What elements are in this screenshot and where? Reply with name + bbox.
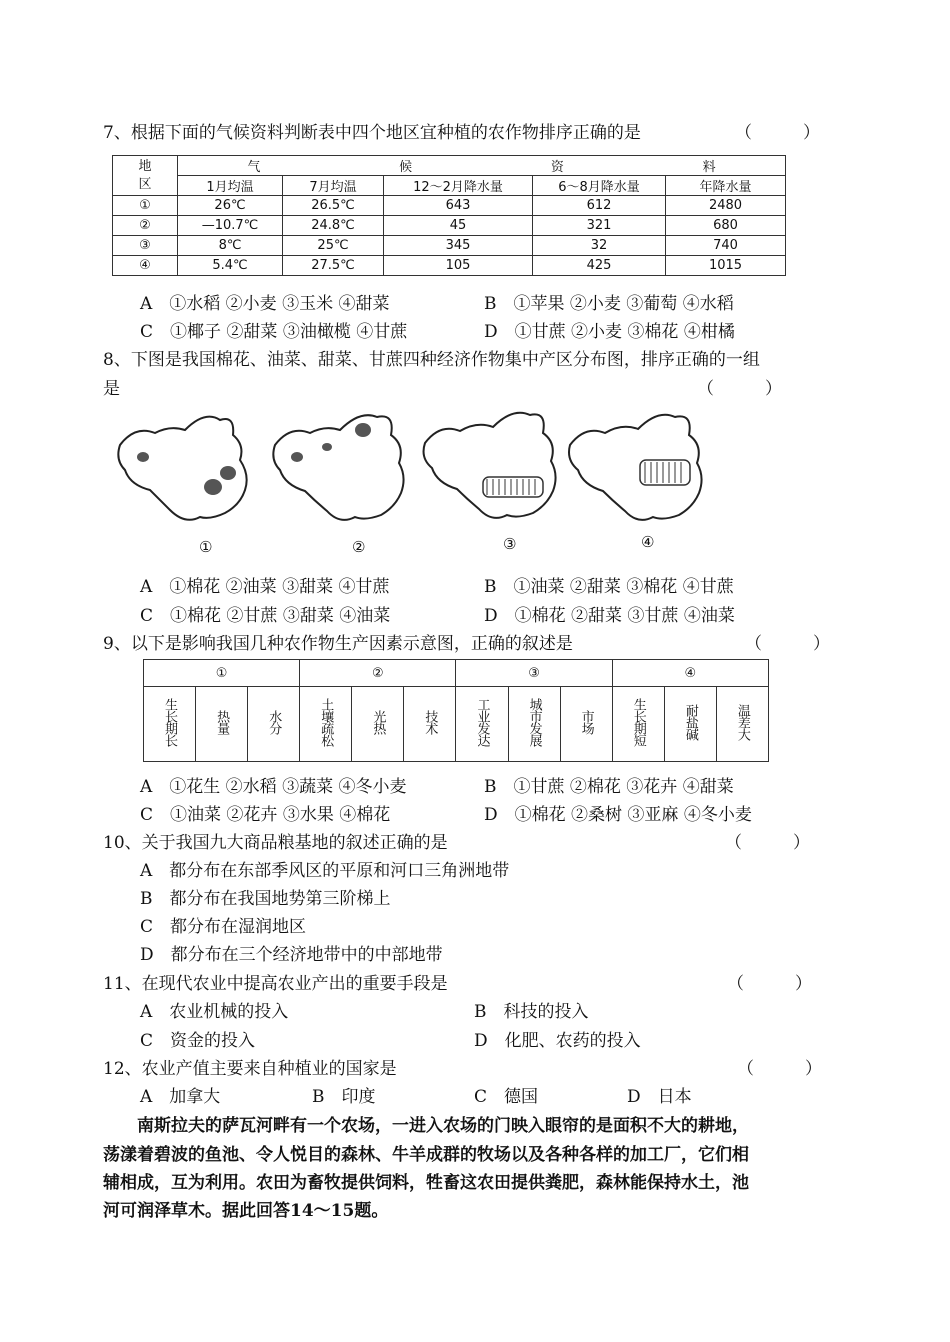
passage-line-4: 河可润泽草木。据此回答14～15题。 (103, 1201, 389, 1221)
crop-region-3 (483, 477, 543, 497)
region-header-2: 区 (138, 176, 152, 192)
col-header: 年降水量 (666, 176, 786, 196)
group-char: 资 (550, 160, 564, 175)
q8-option-d[interactable]: D ①棉花 ②甜菜 ③甘蔗 ④油菜 (484, 606, 735, 626)
crop-region-4 (640, 460, 690, 485)
cell: 612 (533, 196, 666, 216)
q9-factor-table (143, 659, 769, 762)
cell: 8℃ (178, 236, 283, 256)
q12-stem: 12、农业产值主要来自种植业的国家是 (103, 1059, 397, 1079)
col-header: 6～8月降水量 (533, 176, 666, 196)
china-map-outline (273, 415, 403, 520)
cell: 5.4℃ (178, 256, 283, 276)
cell: 25℃ (283, 236, 384, 256)
q7-climate-table (112, 155, 786, 276)
q8-option-c[interactable]: C ①棉花 ②甘蔗 ③甜菜 ④油菜 (140, 606, 391, 626)
q12-option-b[interactable]: B 印度 (312, 1087, 376, 1107)
passage-line-1: 南斯拉夫的萨瓦河畔有一个农场，一进入农场的门映入眼帘的是面积不大的耕地， (137, 1116, 749, 1136)
q10-option-d[interactable]: D 都分布在三个经济地带中的中部地带 (140, 945, 443, 965)
cell: 2480 (666, 196, 786, 216)
factor-cell: 水分 (266, 710, 282, 734)
col-header: 12～2月降水量 (384, 176, 533, 196)
cell: 45 (384, 216, 533, 236)
crop-region-1c (204, 479, 222, 495)
cell: ④ (113, 256, 178, 276)
q11-stem: 11、在现代农业中提高农业产出的重要手段是 (103, 974, 448, 994)
map-label-4: ④ (641, 533, 655, 551)
group-char: 气 (247, 160, 261, 175)
q11-option-a[interactable]: A 农业机械的投入 (140, 1002, 289, 1022)
factor-cell: 技术 (422, 710, 438, 734)
q7-option-a[interactable]: A ①水稻 ②小麦 ③玉米 ④甜菜 (140, 294, 390, 314)
factor-cell: 生长期短 (630, 698, 646, 746)
china-map-outline (424, 413, 556, 518)
col-header: 7月均温 (283, 176, 384, 196)
q9-answer-paren: （ ） (745, 634, 830, 654)
cell: 1015 (666, 256, 786, 276)
map-label-1: ① (199, 538, 213, 556)
q11-option-b[interactable]: B 科技的投入 (474, 1002, 589, 1022)
q8-option-b[interactable]: B ①油菜 ②甜菜 ③棉花 ④甘蔗 (484, 577, 734, 597)
cell: —10.7℃ (178, 216, 283, 236)
map-label-3: ③ (503, 535, 517, 553)
group-header: ② (300, 660, 456, 687)
q12-option-a[interactable]: A 加拿大 (140, 1087, 221, 1107)
q12-option-d[interactable]: D 日本 (627, 1087, 692, 1107)
factor-cell: 热量 (214, 710, 230, 734)
factor-cell: 城市发展 (526, 698, 542, 746)
q10-option-a[interactable]: A 都分布在东部季风区的平原和河口三角洲地带 (140, 861, 510, 881)
group-header: ③ (456, 660, 612, 687)
factor-cell: 耐盐碱 (682, 704, 698, 740)
q8-stem-cont: 是 (103, 379, 120, 399)
table-row (113, 196, 786, 216)
q10-option-c[interactable]: C 都分布在湿润地区 (140, 917, 307, 937)
passage-line-2: 荡漾着碧波的鱼池、令人悦目的森林、牛羊成群的牧场以及各种各样的加工厂，它们相 (103, 1145, 749, 1165)
cell: 321 (533, 216, 666, 236)
cell: 27.5℃ (283, 256, 384, 276)
q8-stem: 8、下图是我国棉花、油菜、甜菜、甘蔗四种经济作物集中产区分布图，排序正确的一组 (103, 350, 760, 370)
factor-cell: 光热 (370, 710, 386, 734)
factor-cell: 温差大 (734, 704, 750, 740)
q10-answer-paren: （ ） (725, 833, 810, 853)
group-header: ④ (612, 660, 768, 687)
table-row (113, 236, 786, 256)
q7-option-c[interactable]: C ①椰子 ②甜菜 ③油橄榄 ④甘蔗 (140, 322, 408, 342)
map-label-2: ② (352, 538, 366, 556)
crop-region-2a (355, 423, 371, 437)
q7-option-d[interactable]: D ①甘蔗 ②小麦 ③棉花 ④柑橘 (484, 322, 735, 342)
q10-stem: 10、关于我国九大商品粮基地的叙述正确的是 (103, 833, 448, 853)
cell: 680 (666, 216, 786, 236)
q9-option-d[interactable]: D ①棉花 ②桑树 ③亚麻 ④冬小麦 (484, 805, 752, 825)
cell: 26.5℃ (283, 196, 384, 216)
cell: 643 (384, 196, 533, 216)
crop-region-2b (291, 452, 303, 462)
table-header-climate (178, 156, 786, 176)
q11-answer-paren: （ ） (727, 974, 812, 994)
cell: 26℃ (178, 196, 283, 216)
cell: 105 (384, 256, 533, 276)
cell: ① (113, 196, 178, 216)
cell: 32 (533, 236, 666, 256)
q9-option-b[interactable]: B ①甘蔗 ②棉花 ③花卉 ④甜菜 (484, 777, 734, 797)
cell: 425 (533, 256, 666, 276)
group-header: ① (144, 660, 300, 687)
factor-cell: 生长期长 (162, 698, 178, 746)
crop-region-1b (220, 466, 236, 480)
table-header-region (113, 156, 178, 196)
q11-option-d[interactable]: D 化肥、农药的投入 (474, 1031, 641, 1051)
table-row (113, 256, 786, 276)
q12-option-c[interactable]: C 德国 (474, 1087, 539, 1107)
q10-option-b[interactable]: B 都分布在我国地势第三阶梯上 (140, 889, 391, 909)
group-char: 料 (702, 160, 716, 175)
q9-option-a[interactable]: A ①花生 ②水稻 ③蔬菜 ④冬小麦 (140, 777, 407, 797)
q7-option-b[interactable]: B ①苹果 ②小麦 ③葡萄 ④水稻 (484, 294, 734, 314)
q9-stem: 9、以下是影响我国几种农作物生产因素示意图，正确的叙述是 (103, 634, 573, 654)
cell: ③ (113, 236, 178, 256)
crop-region-1a (137, 452, 149, 462)
factor-cell: 市场 (578, 710, 594, 734)
q7-stem: 7、根据下面的气候资料判断表中四个地区宜种植的农作物排序正确的是 (103, 123, 641, 143)
crop-region-2c (322, 443, 332, 451)
cell: 345 (384, 236, 533, 256)
q8-answer-paren: （ ） (697, 379, 782, 399)
q11-option-c[interactable]: C 资金的投入 (140, 1031, 256, 1051)
q9-option-c[interactable]: C ①油菜 ②花卉 ③水果 ④棉花 (140, 805, 391, 825)
china-map-outline (569, 415, 702, 520)
cell: 740 (666, 236, 786, 256)
factor-cell: 土壤疏松 (318, 698, 334, 746)
table-row (113, 216, 786, 236)
cell: ② (113, 216, 178, 236)
cell: 24.8℃ (283, 216, 384, 236)
col-header: 1月均温 (178, 176, 283, 196)
region-header-1: 地 (138, 158, 152, 174)
q7-answer-paren: （ ） (735, 123, 820, 143)
group-char: 候 (399, 160, 413, 175)
factor-cell: 工业发达 (474, 698, 490, 746)
q12-answer-paren: （ ） (737, 1059, 822, 1079)
q8-option-a[interactable]: A ①棉花 ②油菜 ③甜菜 ④甘蔗 (140, 577, 390, 597)
passage-line-3: 辅相成，互为利用。农田为畜牧提供饲料，牲畜这农田提供粪肥，森林能保持水土，池 (103, 1173, 749, 1193)
